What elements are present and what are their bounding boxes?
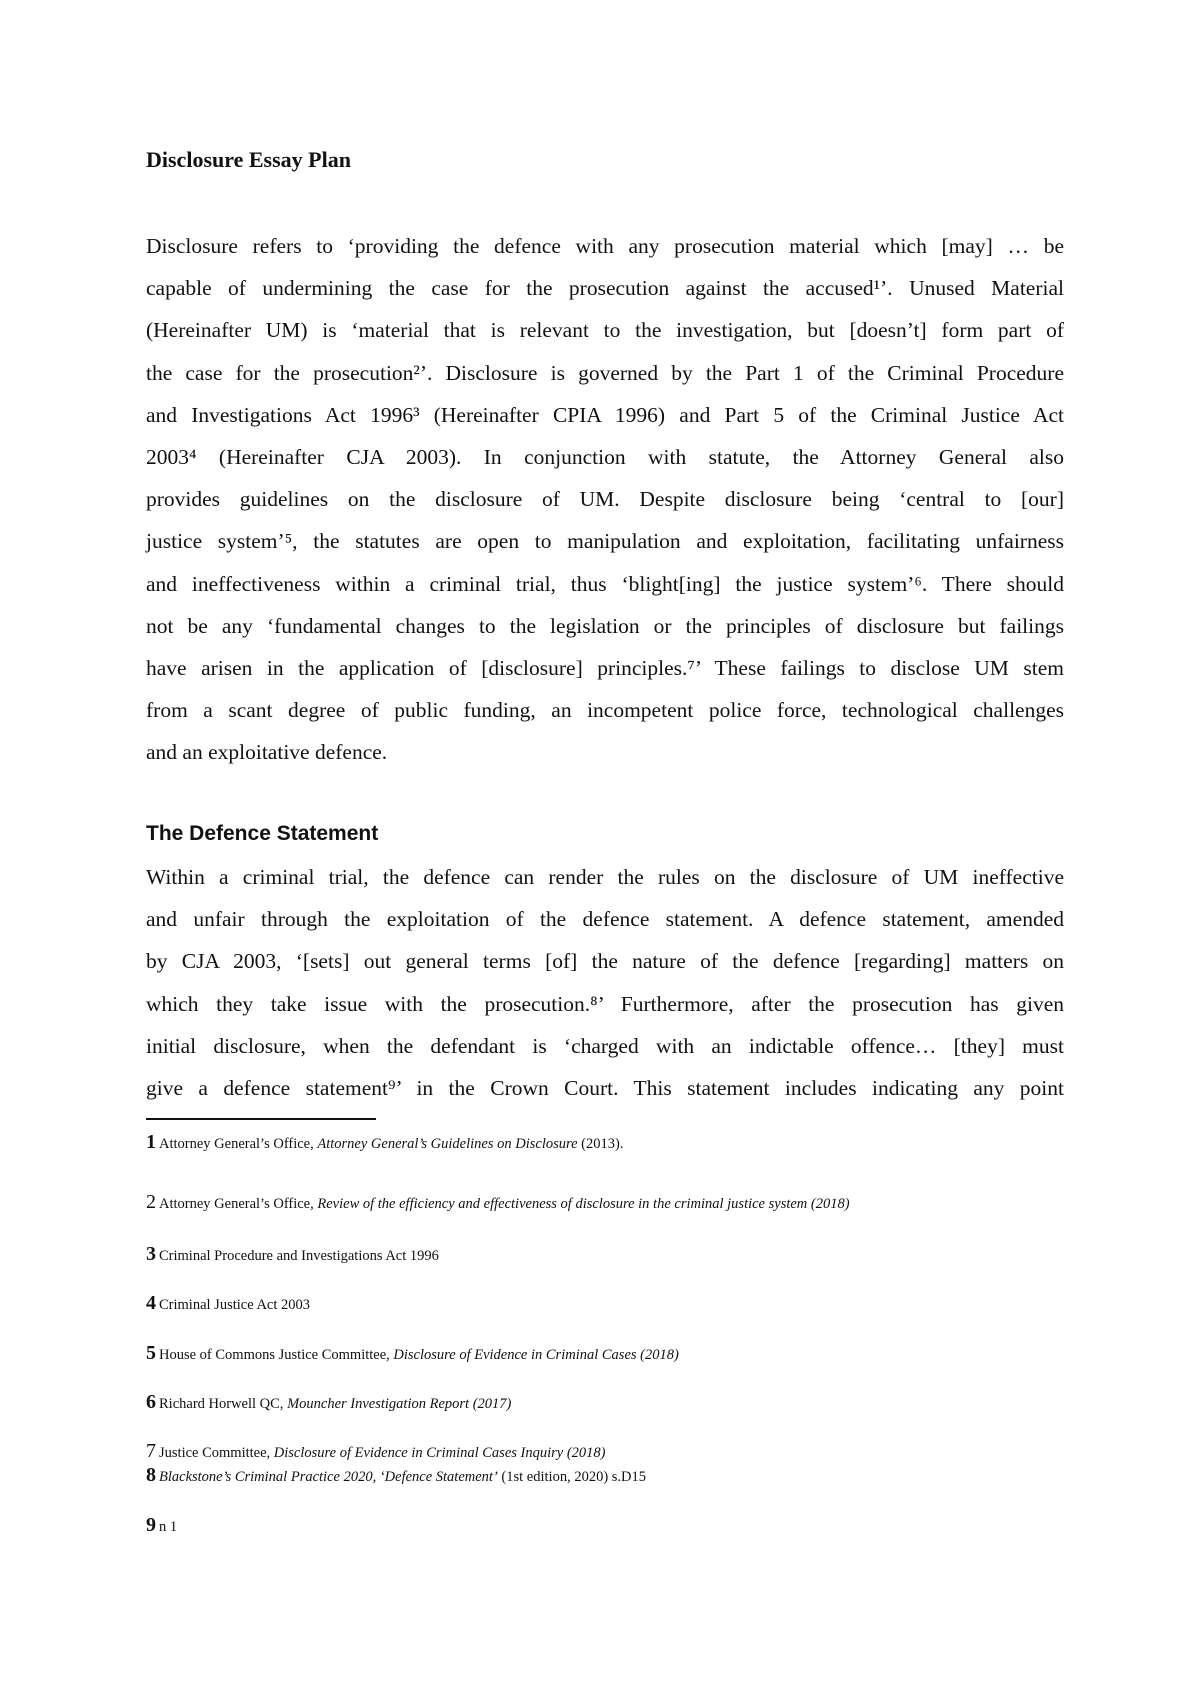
paragraph-line: which they take issue with the prosecution.⁸’ Furthermore, after the prosecution has given (146, 991, 1064, 1016)
paragraph-line: not be any ‘fundamental changes to the legislation or the principles of disclosure but failings (146, 613, 1064, 638)
paragraph-line: give a defence statement⁹’ in the Crown Court. This statement includes indicating any point (146, 1075, 1064, 1100)
paragraph-line: 2003⁴ (Hereinafter CJA 2003). In conjunction with statute, the Attorney General also (146, 444, 1064, 469)
document-title: Disclosure Essay Plan (146, 147, 351, 172)
footnote-text: Justice Committee, (159, 1445, 274, 1461)
footnote-7 (146, 1441, 606, 1463)
paragraph-line: from a scant degree of public funding, an incompetent police force, technological challenges (146, 698, 1064, 723)
footnote-3 (146, 1244, 439, 1266)
footnote-1 (146, 1132, 623, 1154)
paragraph-line: Within a criminal trial, the defence can render the rules on the disclosure of UM ineffective (146, 865, 1064, 889)
footnote-8 (146, 1465, 646, 1487)
footnote-9 (146, 1515, 177, 1537)
footnote-text: Criminal Procedure and Investigations Act 1996 (159, 1248, 439, 1264)
section-paragraph (146, 856, 1064, 1109)
footnote-italic: Disclosure of Evidence in Criminal Cases (2018) (393, 1347, 679, 1363)
footnote-2 (146, 1192, 850, 1214)
paragraph-line: and unfair through the exploitation of the defence statement. A defence statement, amended (146, 907, 1064, 932)
paragraph-line: and an exploitative defence. (146, 740, 388, 765)
section-heading: The Defence Statement (146, 822, 379, 845)
footnote-italic: Disclosure of Evidence in Criminal Cases Inquiry (2018) (273, 1445, 606, 1461)
footnote-tail: (1st edition, 2020) s.D15 (497, 1469, 647, 1485)
footnote-tail: (2013). (577, 1136, 624, 1152)
footnote-5 (146, 1343, 679, 1365)
footnote-italic: Review of the efficiency and effectiveness of disclosure in the criminal justice system (2018) (317, 1196, 850, 1212)
footnote-text: Attorney General’s Office, (159, 1136, 318, 1152)
footnote-number: 3 (146, 1243, 156, 1265)
footnote-number: 6 (146, 1391, 156, 1413)
paragraph-line: and Investigations Act 1996³ (Hereinafter CPIA 1996) and Part 5 of the Criminal Justice Act (146, 402, 1064, 427)
intro-paragraph (146, 225, 1064, 773)
paragraph-line: have arisen in the application of [disclosure] principles.⁷’ These failings to disclose UM stem (146, 655, 1064, 680)
footnote-italic: Attorney General’s Guidelines on Disclosure (317, 1136, 578, 1152)
footnote-4 (146, 1293, 310, 1315)
footnote-number: 4 (146, 1292, 156, 1314)
footnote-number: 2 (146, 1191, 156, 1213)
paragraph-line: capable of undermining the case for the prosecution against the accused¹’. Unused Material (146, 276, 1064, 301)
paragraph-line: initial disclosure, when the defendant is ‘charged with an indictable offence… [they] must (146, 1033, 1064, 1058)
footnote-italic: Blackstone’s Criminal Practice 2020, ‘Defence Statement’ (159, 1469, 498, 1485)
paragraph-line: (Hereinafter UM) is ‘material that is relevant to the investigation, but [doesn’t] form part of (146, 318, 1064, 343)
paragraph-line: the case for the prosecution²’. Disclosure is governed by the Part 1 of the Criminal Procedure (146, 360, 1064, 385)
paragraph-line: by CJA 2003, ‘[sets] out general terms [of] the nature of the defence [regarding] matters on (146, 949, 1064, 974)
footnote-text: n 1 (159, 1519, 178, 1535)
footnote-number: 8 (146, 1464, 156, 1486)
footnote-text: Criminal Justice Act 2003 (159, 1297, 311, 1313)
paragraph-line: provides guidelines on the disclosure of UM. Despite disclosure being ‘central to [our] (146, 487, 1064, 512)
paragraph-line: and ineffectiveness within a criminal trial, thus ‘blight[ing] the justice system’⁶. There should (146, 571, 1064, 596)
footnote-text: Attorney General’s Office, (159, 1196, 318, 1212)
footnote-text: Richard Horwell QC, (159, 1396, 288, 1412)
footnote-italic: Mouncher Investigation Report (2017) (287, 1396, 512, 1412)
paragraph-line: Disclosure refers to ‘providing the defence with any prosecution material which [may] … be (146, 234, 1064, 258)
footnote-number: 7 (146, 1440, 156, 1462)
footnote-6 (146, 1392, 511, 1414)
paragraph-line: justice system’⁵, the statutes are open to manipulation and exploitation, facilitating unfairness (146, 529, 1064, 554)
footnote-text: House of Commons Justice Committee, (159, 1347, 394, 1363)
footnote-number: 1 (146, 1131, 156, 1153)
footnote-number: 9 (146, 1514, 156, 1536)
footnote-separator (146, 1118, 376, 1120)
footnote-number: 5 (146, 1342, 156, 1364)
